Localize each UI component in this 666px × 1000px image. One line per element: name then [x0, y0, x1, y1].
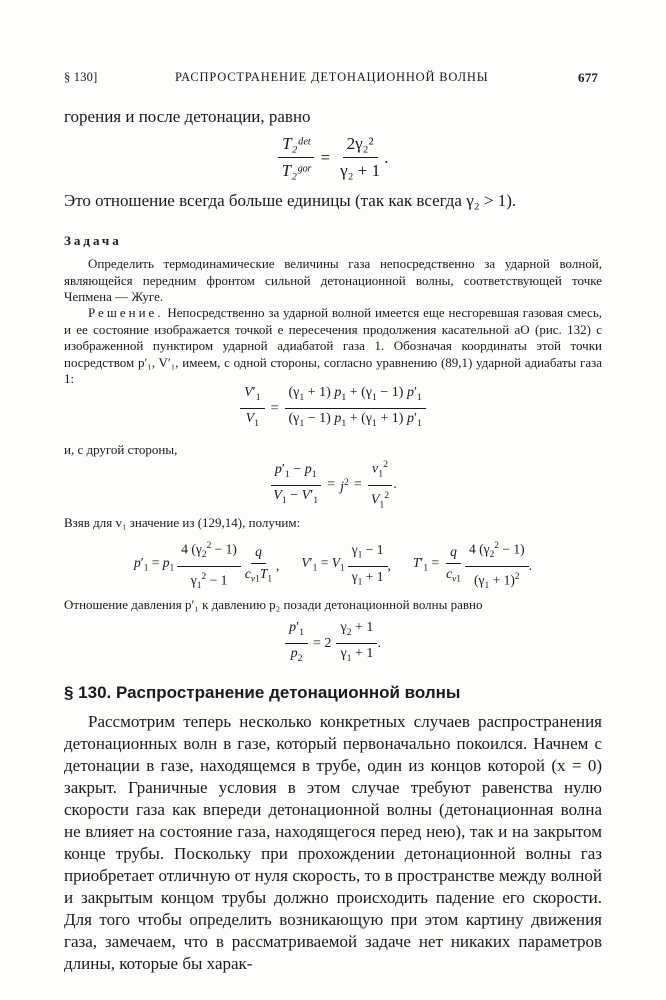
t-gor: T₂ᵍᵒʳ	[281, 161, 311, 180]
rhs-denominator: γ₂ + 1	[340, 161, 381, 180]
t-det: T₂ᵈᵉᵗ	[282, 134, 311, 153]
intro-line: горения и после детонации, равно	[64, 107, 311, 126]
problem-label: Задача	[64, 233, 122, 248]
rayleigh-line-formula: $\frac{p'_1 - p_1}{V_1 - V'_1}$ = $j^2$ = $\frac{v_1^2}{V_1^2}$ .	[64, 457, 602, 514]
temperature-ratio-rhs	[336, 133, 384, 182]
ratio-sentence: Это отношение всегда больше единицы (так как всегда γ₂ > 1).	[64, 191, 517, 210]
section-body: Рассмотрим теперь несколько конкретных случаев распространения детонационных волн в газе, который первоначально покоился. Начнем с детонации в газе, находящемся в трубе, один из концов которой (x = 0) закрыт. Граничные условия в этом случае требуют равенства нулю скорости газа как впереди детонационной волны (детонационная волна не влияет на состояние газа, находящегося перед нею), так и на закрытом конце трубы. Поскольку при прохождении детонационной волны газ приобретает отличную от нуля скорость, то в пространстве между волной и закрытым концом трубы должно происходить падение его скорости. Для того чтобы определить возникающую при этом картину движения газа, замечаем, что в рассматриваемой задаче нет никаких параметров длины, которые бы харак-	[64, 712, 602, 973]
pressure-ratio-text: Отношение давления p′₁ к давлению p₂ позади детонационной волны равно	[64, 597, 483, 612]
temperature-ratio-formula: $\frac{\text{T₂ᵈᵉᵗ}}{\text{T₂ᵍᵒʳ}}$ = $\frac{\text{2γ₂²}}{\text{γ₂ + 1}}$ .	[64, 133, 602, 182]
pressure-ratio-formula: $\frac{p'_1}{p_2}$ = 2 $\frac{\gamma_2 + 1}{\gamma_1 + 1}$ .	[64, 620, 602, 668]
gas-state-formulas: $p'_1 = p_1$ $\frac{4 (\gamma_2^2 - 1)}{\gamma_1^2 - 1}$ $\frac{q}{c_{v1}T_1}$ , $V'_1 = V_1$ $\frac{\gamma_1 - 1}{\gamma_1 + 1}$ , $T'_1$ = $\frac{q}{c_{v1}}$ $\frac{4 (\gamma_2^2 - 1)}{(\gamma_1 + 1)^2}$ .	[64, 538, 602, 594]
solution-label: Решение.	[88, 305, 164, 320]
temperature-ratio-lhs	[278, 133, 315, 182]
problem-statement: Определить термодинамические величины газа непосредственно за ударной волной, являющейся передним фронтом сильной детонационной волны, соответствующей точке Чепмена — Жуге.	[64, 256, 602, 304]
other-side-text: и, с другой стороны,	[64, 442, 178, 457]
rhs-numerator: 2γ₂²	[343, 133, 378, 158]
section-title: § 130. Распространение детонационной волны	[64, 683, 461, 702]
section-reference: § 130]	[64, 70, 98, 84]
solution-paragraph	[64, 305, 602, 388]
shock-adiabat-formula: $\frac{V'_1}{V_1}$ = $\frac{(\gamma_1 + 1) p_1 + (\gamma_1 - 1) p'_1}{(\gamma_1 - 1) p_1 + (\gamma_1 + 1) p'_1}$	[64, 385, 602, 433]
page-number: 677	[578, 70, 599, 85]
taking-v1-text: Взяв для v₁ значение из (129,14), получим:	[64, 515, 301, 530]
running-title: РАСПРОСТРАНЕНИЕ ДЕТОНАЦИОННОЙ ВОЛНЫ	[175, 70, 489, 84]
solution-text: Непосредственно за ударной волной имеется еще несгоревшая газовая смесь, и ее состояние изображается точкой e пересечения продолжения касательной aO (рис. 132) с изображенной пунктиром ударной адиабатой газа 1. Обозначая координаты этой точки посредством p′₁, V′₁, имеем, с одной стороны, согласно уравнению (89,1) ударной адиабаты газа 1:	[64, 305, 603, 386]
